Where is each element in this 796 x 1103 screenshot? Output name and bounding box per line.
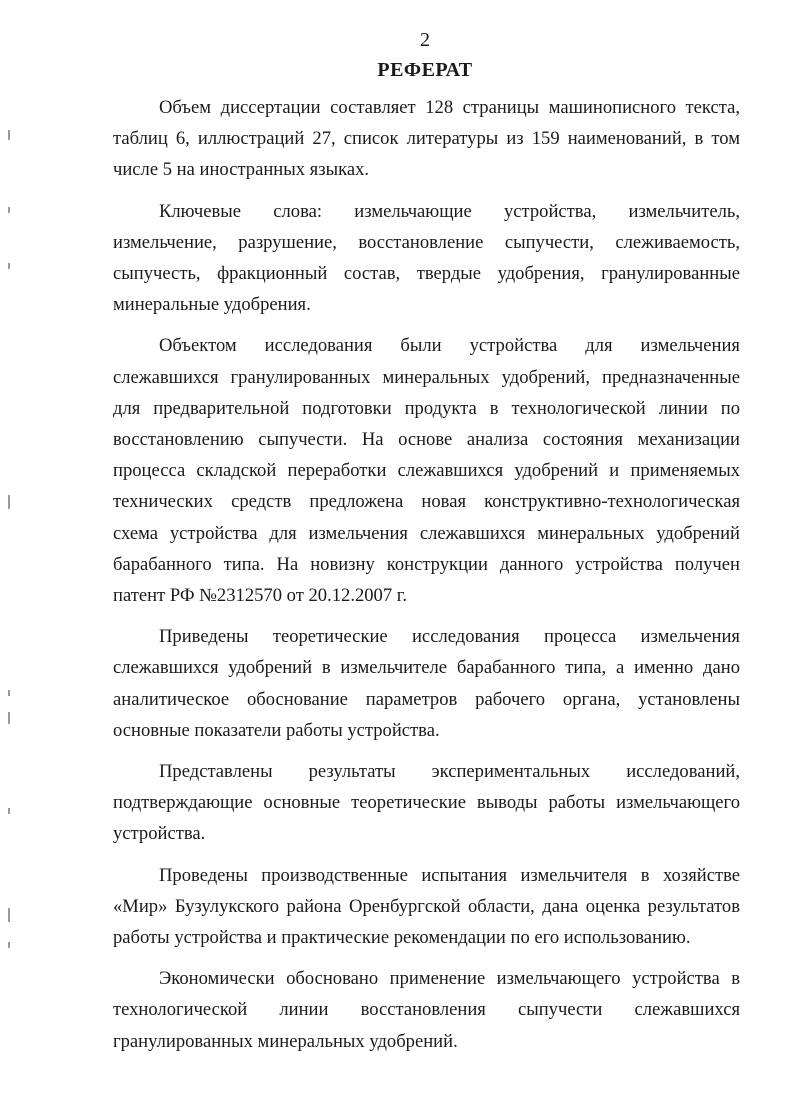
text-line: технических средств предложена новая конструктивно-технологическая	[113, 491, 740, 513]
text-line: сыпучесть, фракционный состав, твердые удобрения, гранулированные	[113, 263, 740, 285]
text-line: устройства.	[113, 823, 206, 845]
text-line: работы устройства и практические рекомендации по его использованию.	[113, 927, 691, 949]
paragraph-economics	[113, 963, 740, 1057]
text-line: барабанного типа. На новизну конструкции данного устройства получен	[113, 553, 740, 575]
text-line: Ключевые слова: измельчающие устройства, измельчитель,	[159, 200, 740, 222]
text-line: для предварительной подготовки продукта в технологической линии по	[113, 397, 740, 419]
text-line: Объем диссертации составляет 128 страницы машинописного текста,	[159, 97, 740, 118]
scan-mark	[8, 808, 10, 814]
text-line: процесса складской переработки слежавшихся удобрений и применяемых	[113, 460, 740, 482]
scan-mark	[8, 263, 10, 269]
text-line: Представлены результаты экспериментальных исследований,	[159, 761, 740, 783]
text-line: Объектом исследования были устройства для измельчения	[159, 335, 740, 357]
scan-mark	[8, 130, 10, 140]
paragraph-object	[113, 330, 740, 611]
text-line: подтверждающие основные теоретические выводы работы измельчающего	[113, 792, 740, 814]
text-line: аналитическое обоснование параметров рабочего органа, установлены	[113, 688, 740, 710]
text-line: патент РФ №2312570 от 20.12.2007 г.	[113, 585, 407, 607]
text-line: слежавшихся удобрений в измельчителе барабанного типа, а именно дано	[113, 657, 740, 679]
scan-mark	[8, 207, 10, 213]
text-line: измельчение, разрушение, восстановление сыпучести, слеживаемость,	[113, 231, 740, 253]
text-line: гранулированных минеральных удобрений.	[113, 1030, 458, 1052]
text-line: Экономически обосновано применение измельчающего устройства в	[159, 968, 740, 990]
paragraph-volume	[113, 92, 740, 186]
text-line: технологической линии восстановления сыпучести слежавшихся	[113, 999, 740, 1021]
text-line: «Мир» Бузулукского района Оренбургской области, дана оценка результатов	[113, 895, 740, 917]
text-line: числе 5 на иностранных языках.	[113, 159, 370, 181]
document-body	[113, 92, 740, 1067]
text-line: Проведены производственные испытания измельчителя в хозяйстве	[159, 864, 740, 886]
scan-mark	[8, 712, 10, 724]
page-title: РЕФЕРАТ	[377, 59, 473, 81]
text-line: восстановлению сыпучести. На основе анализа состояния механизации	[113, 429, 740, 451]
scan-mark	[8, 495, 10, 509]
paragraph-field-tests	[113, 860, 740, 954]
text-line: схема устройства для измельчения слежавшихся минеральных удобрений	[113, 522, 740, 544]
scan-mark	[8, 690, 10, 696]
text-line: таблиц 6, иллюстраций 27, список литературы из 159 наименований, в том	[113, 128, 740, 150]
paragraph-theory	[113, 621, 740, 746]
page-number: 2	[420, 29, 430, 51]
text-line: Приведены теоретические исследования процесса измельчения	[159, 626, 740, 648]
scan-mark	[8, 942, 10, 948]
text-line: слежавшихся гранулированных минеральных удобрений, предназначенные	[113, 366, 740, 388]
text-line: минеральные удобрения.	[113, 294, 311, 316]
scan-mark	[8, 908, 10, 922]
paragraph-experiments	[113, 756, 740, 850]
text-line: основные показатели работы устройства.	[113, 719, 440, 741]
paragraph-keywords	[113, 196, 740, 321]
